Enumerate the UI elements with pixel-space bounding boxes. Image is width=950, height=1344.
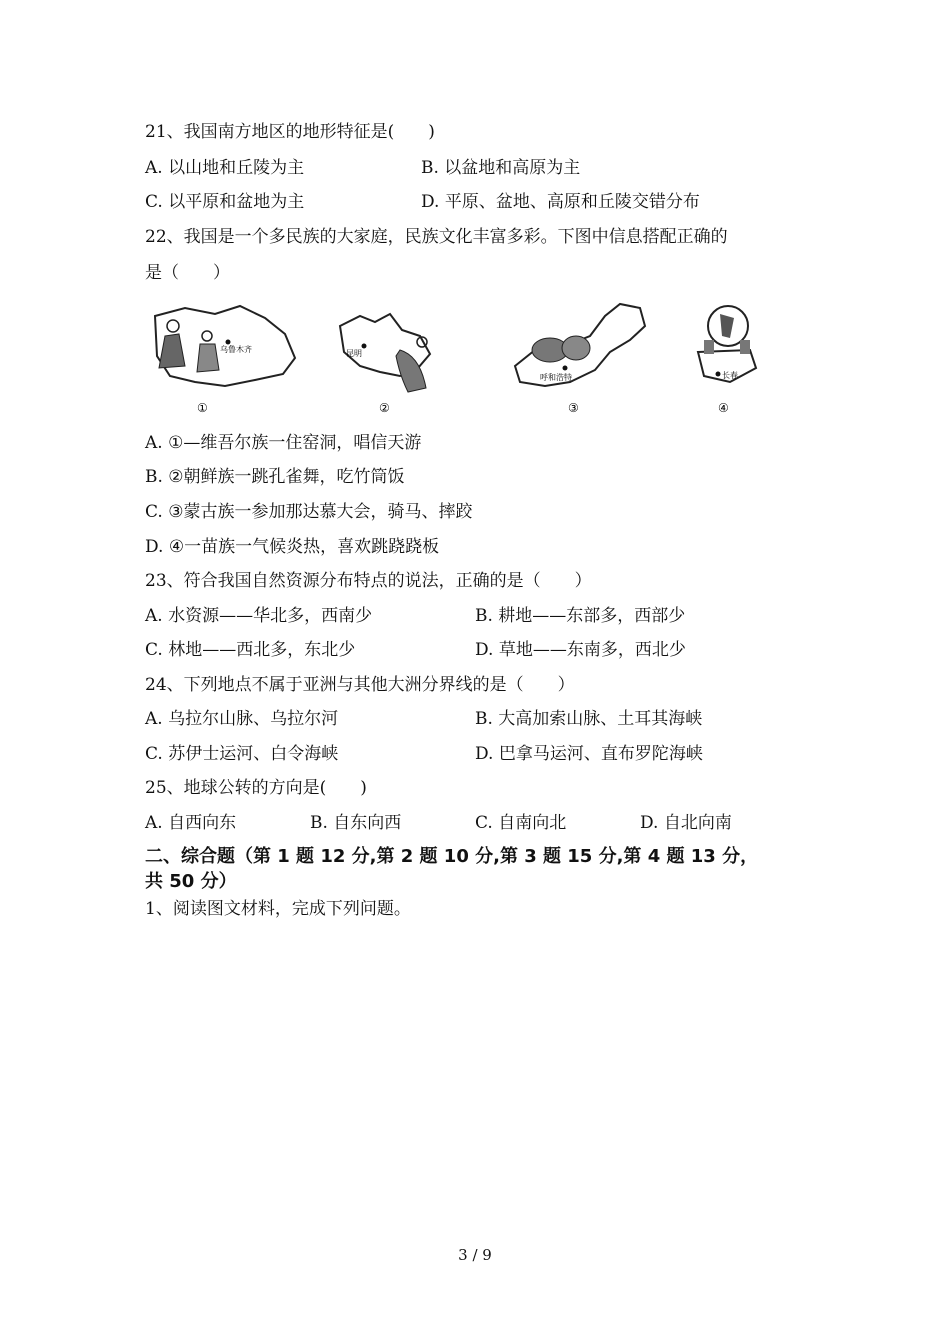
question-25-stem: 25、地球公转的方向是( ) [145, 778, 367, 798]
question-24-stem: 24、下列地点不属于亚洲与其他大洲分界线的是（ ） [145, 675, 575, 695]
question-22-option-d: D. ④一苗族一气候炎热，喜欢跳跷跷板 [145, 537, 440, 557]
question-22-option-b: B. ②朝鲜族一跳孔雀舞，吃竹筒饭 [145, 467, 405, 487]
map-label-changchun: 长春 [722, 371, 738, 380]
figure-panel-3 [510, 296, 670, 420]
ethnic-culture-figure [145, 296, 765, 420]
question-25-option-d: D. 自北向南 [640, 813, 732, 833]
panel-number-2: ② [379, 401, 390, 415]
map-label-urumqi: 乌鲁木齐 [220, 345, 252, 354]
question-24-option-b: B. 大高加索山脉、土耳其海峡 [475, 709, 703, 729]
section-2-question-1-stem: 1、阅读图文材料，完成下列问题。 [145, 899, 411, 919]
question-21-stem: 21、我国南方地区的地形特征是( ) [145, 122, 435, 142]
question-21-option-b: B. 以盆地和高原为主 [421, 158, 581, 178]
map-label-kunming: 昆明 [346, 349, 362, 358]
section-2-heading-line2: 共 50 分） [145, 871, 237, 892]
panel-number-3: ③ [568, 401, 579, 415]
section-2-heading-line1: 二、综合题（第 1 题 12 分,第 2 题 10 分,第 3 题 15 分,第 4 题 13 分， [145, 846, 759, 867]
question-22-option-c: C. ③蒙古族一参加那达慕大会，骑马、摔跤 [145, 502, 473, 522]
question-25-option-c: C. 自南向北 [475, 813, 567, 833]
question-23-option-b: B. 耕地——东部多，西部少 [475, 606, 686, 626]
panel-number-1: ① [197, 401, 208, 415]
page-number: 3 / 9 [458, 1246, 492, 1264]
question-22-stem-line1: 22、我国是一个多民族的大家庭，民族文化丰富多彩。下图中信息搭配正确的 [145, 227, 728, 247]
question-22-option-a: A. ①—维吾尔族一住窑洞，唱信天游 [145, 433, 422, 453]
question-23-option-c: C. 林地——西北多，东北少 [145, 640, 356, 660]
question-23-stem: 23、符合我国自然资源分布特点的说法，正确的是（ ） [145, 571, 592, 591]
question-24-option-c: C. 苏伊士运河、白令海峡 [145, 744, 339, 764]
question-25-option-b: B. 自东向西 [310, 813, 402, 833]
question-21-option-c: C. 以平原和盆地为主 [145, 192, 305, 212]
question-21-option-d: D. 平原、盆地、高原和丘陵交错分布 [421, 192, 700, 212]
panel-number-4: ④ [718, 401, 729, 415]
figure-panel-4 [690, 296, 765, 420]
question-25-option-a: A. 自西向东 [145, 813, 237, 833]
figure-panel-2 [330, 296, 460, 420]
question-21-option-a: A. 以山地和丘陵为主 [145, 158, 305, 178]
question-24-option-a: A. 乌拉尔山脉、乌拉尔河 [145, 709, 339, 729]
question-22-stem-line2: 是（ ） [145, 263, 230, 283]
map-label-hohhot: 呼和浩特 [540, 373, 572, 382]
figure-panel-1 [145, 296, 305, 420]
question-23-option-a: A. 水资源——华北多，西南少 [145, 606, 373, 626]
question-23-option-d: D. 草地——东南多，西北少 [475, 640, 686, 660]
question-24-option-d: D. 巴拿马运河、直布罗陀海峡 [475, 744, 703, 764]
